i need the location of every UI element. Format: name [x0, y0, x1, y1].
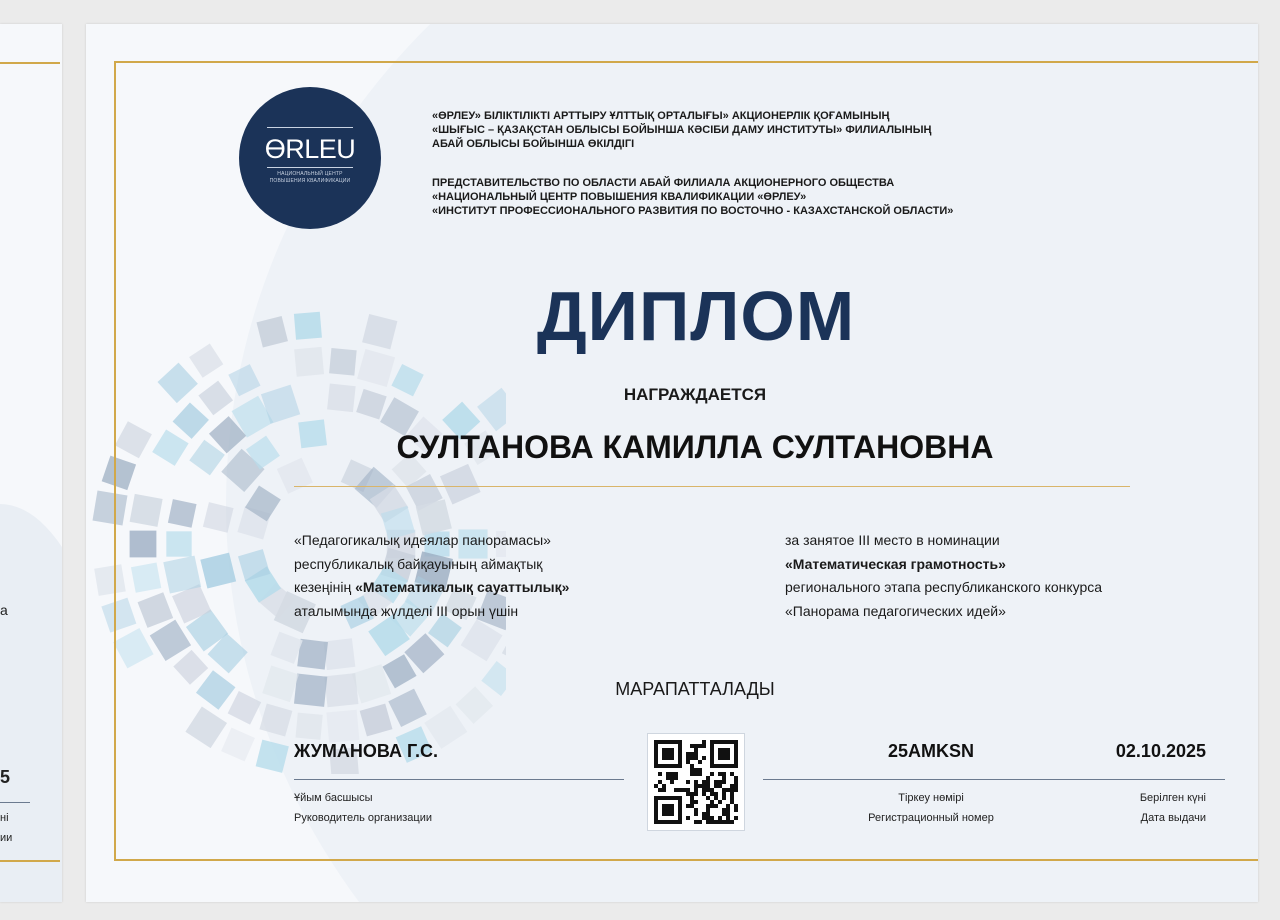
qr-module: [686, 756, 690, 760]
award-line: «Педагогикалық идеялар панорамасы»: [294, 532, 551, 548]
qr-module: [730, 772, 734, 776]
logo-subtitle: ПОВЫШЕНИЯ КВАЛИФИКАЦИИ: [269, 178, 351, 184]
qr-module: [714, 804, 718, 808]
qr-module: [702, 756, 706, 760]
text-fragment: а: [0, 602, 8, 618]
qr-module: [678, 740, 682, 768]
qr-module: [690, 792, 694, 796]
caption-ru: Регистрационный номер: [868, 812, 994, 824]
qr-module: [702, 816, 706, 820]
qr-module: [702, 812, 706, 816]
qr-module: [694, 768, 698, 772]
org-line: ПРЕДСТАВИТЕЛЬСТВО ПО ОБЛАСТИ АБАЙ ФИЛИАЛА АКЦИОНЕРНОГО ОБЩЕСТВА: [432, 177, 895, 189]
qr-module: [698, 744, 702, 748]
qr-module: [734, 808, 738, 812]
qr-module: [710, 792, 714, 796]
logo-divider: [267, 167, 353, 168]
org-line: «НАЦИОНАЛЬНЫЙ ЦЕНТР ПОВЫШЕНИЯ КВАЛИФИКАЦИИ «ӨРЛЕУ»: [432, 191, 807, 203]
awarded-label: НАГРАЖДАЕТСЯ: [623, 385, 767, 404]
qr-module: [726, 804, 730, 808]
qr-module: [726, 808, 730, 812]
qr-module: [730, 796, 734, 800]
qr-module: [714, 796, 718, 800]
award-line: [785, 553, 1102, 577]
qr-module: [694, 756, 698, 760]
qr-module: [690, 800, 694, 804]
qr-module: [662, 784, 666, 788]
qr-module: [702, 784, 706, 788]
qr-module: [690, 796, 694, 800]
qr-module: [698, 820, 702, 824]
qr-module: [730, 820, 734, 824]
name-underline: [294, 486, 1130, 487]
qr-module: [694, 772, 698, 776]
qr-module: [702, 744, 706, 748]
qr-module: [726, 812, 730, 816]
qr-module: [730, 788, 734, 792]
issue-date: 02.10.2025: [1115, 741, 1206, 761]
qr-module: [690, 744, 694, 748]
qr-module: [666, 772, 670, 776]
page-frame: [0, 62, 60, 862]
qr-module: [710, 820, 714, 824]
orleu-logo: [239, 87, 381, 229]
qr-module: [690, 768, 694, 772]
qr-module: [706, 820, 710, 824]
qr-module: [690, 752, 694, 756]
award-line: [294, 576, 569, 600]
qr-module: [686, 752, 690, 756]
qr-module: [706, 788, 710, 792]
org-line: АБАЙ ОБЛЫСЫ БОЙЫНША ӨКІЛДІГІ: [432, 138, 635, 150]
qr-module: [694, 808, 698, 812]
qr-module: [686, 816, 690, 820]
qr-module: [670, 772, 674, 776]
qr-module: [654, 740, 658, 768]
qr-module: [686, 760, 690, 764]
org-line: «ИНСТИТУТ ПРОФЕССИОНАЛЬНОГО РАЗВИТИЯ ПО ВОСТОЧНО - КАЗАХСТАНСКОЙ ОБЛАСТИ»: [432, 205, 954, 217]
nomination-ru: «Математическая грамотность»: [785, 555, 1006, 572]
qr-module: [678, 796, 682, 824]
qr-module: [714, 784, 718, 788]
qr-module: [706, 780, 710, 784]
qr-module: [670, 780, 674, 784]
qr-module: [686, 780, 690, 784]
organization-name-ru: [432, 176, 953, 218]
qr-module: [706, 812, 710, 816]
qr-module: [734, 788, 738, 792]
qr-code-icon: [654, 740, 738, 824]
qr-module: [702, 792, 706, 796]
award-line-text: кезеңінің: [294, 579, 356, 595]
qr-module: [706, 776, 710, 780]
qr-module: [654, 764, 682, 768]
qr-module: [722, 808, 726, 812]
qr-module: [730, 800, 734, 804]
qr-module: [714, 780, 718, 784]
award-line: регионального этапа республиканского конкурса: [785, 579, 1103, 595]
qr-module: [694, 820, 698, 824]
org-line: «ШЫҒЫС – ҚАЗАҚСТАН ОБЛЫСЫ БОЙЫНША КӘСІБИ ДАМУ ИНСТИТУТЫ» ФИЛИАЛЫНЫҢ: [432, 124, 932, 136]
qr-module: [710, 800, 714, 804]
qr-module: [698, 768, 702, 772]
previous-page: [0, 24, 62, 902]
qr-module: [706, 784, 710, 788]
qr-module: [662, 748, 674, 760]
qr-module: [718, 780, 722, 784]
qr-module: [710, 764, 738, 768]
qr-module: [722, 792, 726, 796]
qr-module: [730, 792, 734, 796]
qr-module: [722, 780, 726, 784]
qr-module: [698, 772, 702, 776]
divider: [0, 802, 30, 803]
qr-module: [726, 788, 730, 792]
qr-module: [718, 800, 722, 804]
text-fragment: 5: [0, 767, 11, 787]
qr-module: [654, 740, 682, 744]
qr-module: [694, 812, 698, 816]
recipient-name: СУЛТАНОВА КАМИЛЛА СУЛТАНОВНА: [396, 429, 994, 465]
qr-module: [690, 756, 694, 760]
qr-module: [714, 820, 718, 824]
qr-module: [734, 776, 738, 780]
diploma-page: [86, 24, 1258, 902]
award-line: республикалық байқауының аймақтық: [294, 555, 543, 572]
qr-module: [706, 816, 710, 820]
qr-module: [690, 804, 694, 808]
qr-module: [710, 804, 714, 808]
qr-code[interactable]: [647, 733, 745, 831]
qr-module: [690, 764, 694, 768]
qr-module: [706, 804, 710, 808]
organization-name-kz: [432, 109, 931, 151]
qr-module: [706, 808, 710, 812]
signer-caption: [294, 788, 432, 828]
qr-module: [722, 772, 726, 776]
qr-module: [686, 788, 690, 792]
qr-module: [722, 820, 726, 824]
qr-module: [694, 788, 698, 792]
qr-module: [694, 800, 698, 804]
award-text-ru: [785, 529, 1102, 623]
qr-module: [694, 780, 698, 784]
qr-module: [734, 816, 738, 820]
qr-module: [694, 744, 698, 748]
qr-module: [718, 748, 730, 760]
qr-module: [710, 740, 714, 768]
qr-module: [722, 788, 726, 792]
qr-module: [718, 772, 722, 776]
qr-module: [718, 784, 722, 788]
qr-module: [718, 820, 722, 824]
qr-module: [694, 748, 698, 752]
qr-module: [694, 784, 698, 788]
qr-module: [678, 788, 682, 792]
qr-module: [730, 784, 734, 788]
caption-kz: Берілген күні: [1139, 792, 1206, 804]
qr-module: [682, 788, 686, 792]
qr-module: [710, 772, 714, 776]
qr-module: [718, 816, 722, 820]
qr-module: [726, 820, 730, 824]
qr-module: [702, 780, 706, 784]
qr-module: [658, 780, 662, 784]
qr-module: [710, 816, 714, 820]
text-fragment: ии: [0, 832, 13, 844]
qr-module: [654, 796, 658, 824]
award-line: аталымында жүлделі III орын үшін: [294, 602, 519, 619]
qr-module: [666, 776, 670, 780]
caption-kz: Тіркеу нөмірі: [898, 792, 964, 804]
caption-ru: Руководитель организации: [294, 812, 433, 824]
text-fragment: ні: [0, 812, 9, 824]
qr-module: [702, 788, 706, 792]
logo-wordmark: ӨRLEU: [264, 134, 356, 164]
qr-module: [698, 760, 702, 764]
qr-module: [670, 776, 674, 780]
qr-module: [654, 784, 658, 788]
registration-caption: [816, 788, 1046, 828]
award-line: «Панорама педагогических идей»: [785, 602, 1006, 619]
qr-module: [722, 776, 726, 780]
registration-line: [763, 779, 1225, 780]
qr-module: [674, 776, 678, 780]
org-line: «ӨРЛЕУ» БІЛІКТІЛІКТІ АРТТЫРУ ҰЛТТЫҚ ОРТАЛЫҒЫ» АКЦИОНЕРЛІК ҚОҒАМЫНЫҢ: [432, 110, 890, 122]
qr-module: [722, 796, 726, 800]
qr-module: [702, 740, 706, 744]
qr-module: [734, 740, 738, 768]
qr-module: [654, 820, 682, 824]
qr-module: [726, 816, 730, 820]
qr-module: [658, 772, 662, 776]
qr-module: [674, 788, 678, 792]
qr-module: [710, 788, 714, 792]
caption-kz: Ұйым басшысы: [294, 792, 373, 804]
signer-name: ЖУМАНОВА Г.С.: [294, 741, 438, 761]
qr-module: [714, 792, 718, 796]
qr-module: [734, 804, 738, 808]
qr-module: [662, 804, 674, 816]
diploma-title: ДИПЛОМ: [536, 277, 856, 355]
award-text-kz: [294, 529, 569, 623]
nomination-kz: «Математикалық сауаттылық»: [355, 579, 570, 595]
qr-module: [686, 804, 690, 808]
awarded-verb-kz: МАРАПАТТАЛАДЫ: [615, 679, 775, 699]
logo-divider: [267, 127, 353, 128]
qr-module: [662, 788, 666, 792]
issue-date-caption: [1076, 788, 1206, 828]
qr-module: [722, 812, 726, 816]
qr-module: [710, 740, 738, 744]
qr-module: [694, 752, 698, 756]
qr-module: [734, 780, 738, 784]
qr-module: [694, 792, 698, 796]
signature-line: [294, 779, 624, 780]
qr-module: [690, 772, 694, 776]
qr-module: [686, 792, 690, 796]
qr-module: [674, 772, 678, 776]
logo-subtitle: НАЦИОНАЛЬНЫЙ ЦЕНТР: [277, 171, 343, 177]
qr-module: [654, 796, 682, 800]
caption-ru: Дата выдачи: [1140, 812, 1206, 824]
qr-module: [658, 788, 662, 792]
award-line: за занятое III место в номинации: [785, 532, 1000, 548]
qr-module: [706, 796, 710, 800]
registration-number: 25AMKSN: [887, 741, 975, 761]
qr-module: [698, 784, 702, 788]
qr-module: [734, 784, 738, 788]
